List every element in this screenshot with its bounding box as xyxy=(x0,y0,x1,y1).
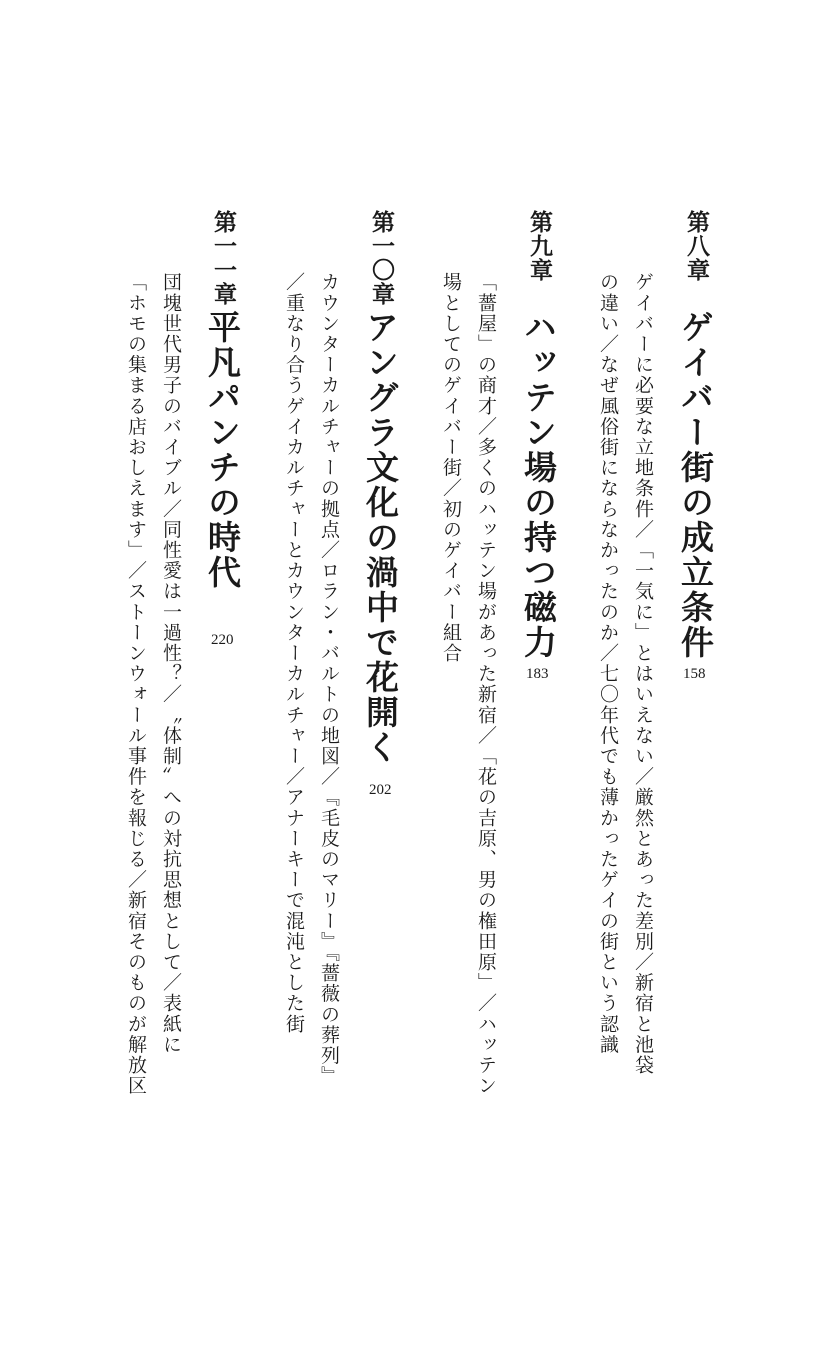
chapter-8-desc-line-2: の違い／なぜ風俗街にならなかったのか／七〇年代でも薄かったゲイの街という認識 xyxy=(597,272,619,1055)
chapter-10-title: アングラ文化の渦中で花開く xyxy=(361,310,400,765)
chapter-10-page-number: 202 xyxy=(369,782,392,798)
chapter-9-desc-line-2: 場としてのゲイバー街／初のゲイバー組合 xyxy=(440,272,462,664)
chapter-10-desc-line-1: カウンターカルチャーの拠点／ロラン・バルトの地図／『毛皮のマリー』『薔薇の葬列』 xyxy=(318,272,340,1087)
chapter-8-title: ゲイバー街の成立条件 xyxy=(676,310,715,660)
chapter-11-desc-line-2: 「ホモの集まる店おしえます」／ストーンウォール事件を報じる／新宿そのものが解放区 xyxy=(125,272,147,1096)
chapter-9-desc-line-1: 「薔屋」の商才／多くのハッテン場があった新宿／「花の吉原、男の権田原」／ハッテン xyxy=(475,272,497,1096)
chapter-8-page-number: 158 xyxy=(683,666,706,682)
chapter-9-page-number: 183 xyxy=(526,666,549,682)
chapter-11-desc-line-1: 団塊世代男子のバイブル／同性愛は一過性？／〝体制〟への対抗思想として／表紙に xyxy=(160,272,182,1055)
chapter-11-title: 平凡パンチの時代 xyxy=(203,310,242,590)
chapter-8-desc-line-1: ゲイバーに必要な立地条件／「一気に」とはいえない／厳然とあった差別／新宿と池袋 xyxy=(632,272,654,1076)
chapter-11-label: 第一一章 xyxy=(210,210,237,306)
chapter-11-page-number: 220 xyxy=(211,632,234,648)
chapter-9-label: 第九章 xyxy=(526,210,553,282)
chapter-8-label: 第八章 xyxy=(683,210,710,282)
chapter-9-title: ハッテン場の持つ磁力 xyxy=(519,310,558,660)
chapter-10-label: 第一〇章 xyxy=(368,210,395,306)
chapter-10-desc-line-2: ／重なり合うゲイカルチャーとカウンターカルチャー／アナーキーで混沌とした街 xyxy=(283,272,305,1035)
